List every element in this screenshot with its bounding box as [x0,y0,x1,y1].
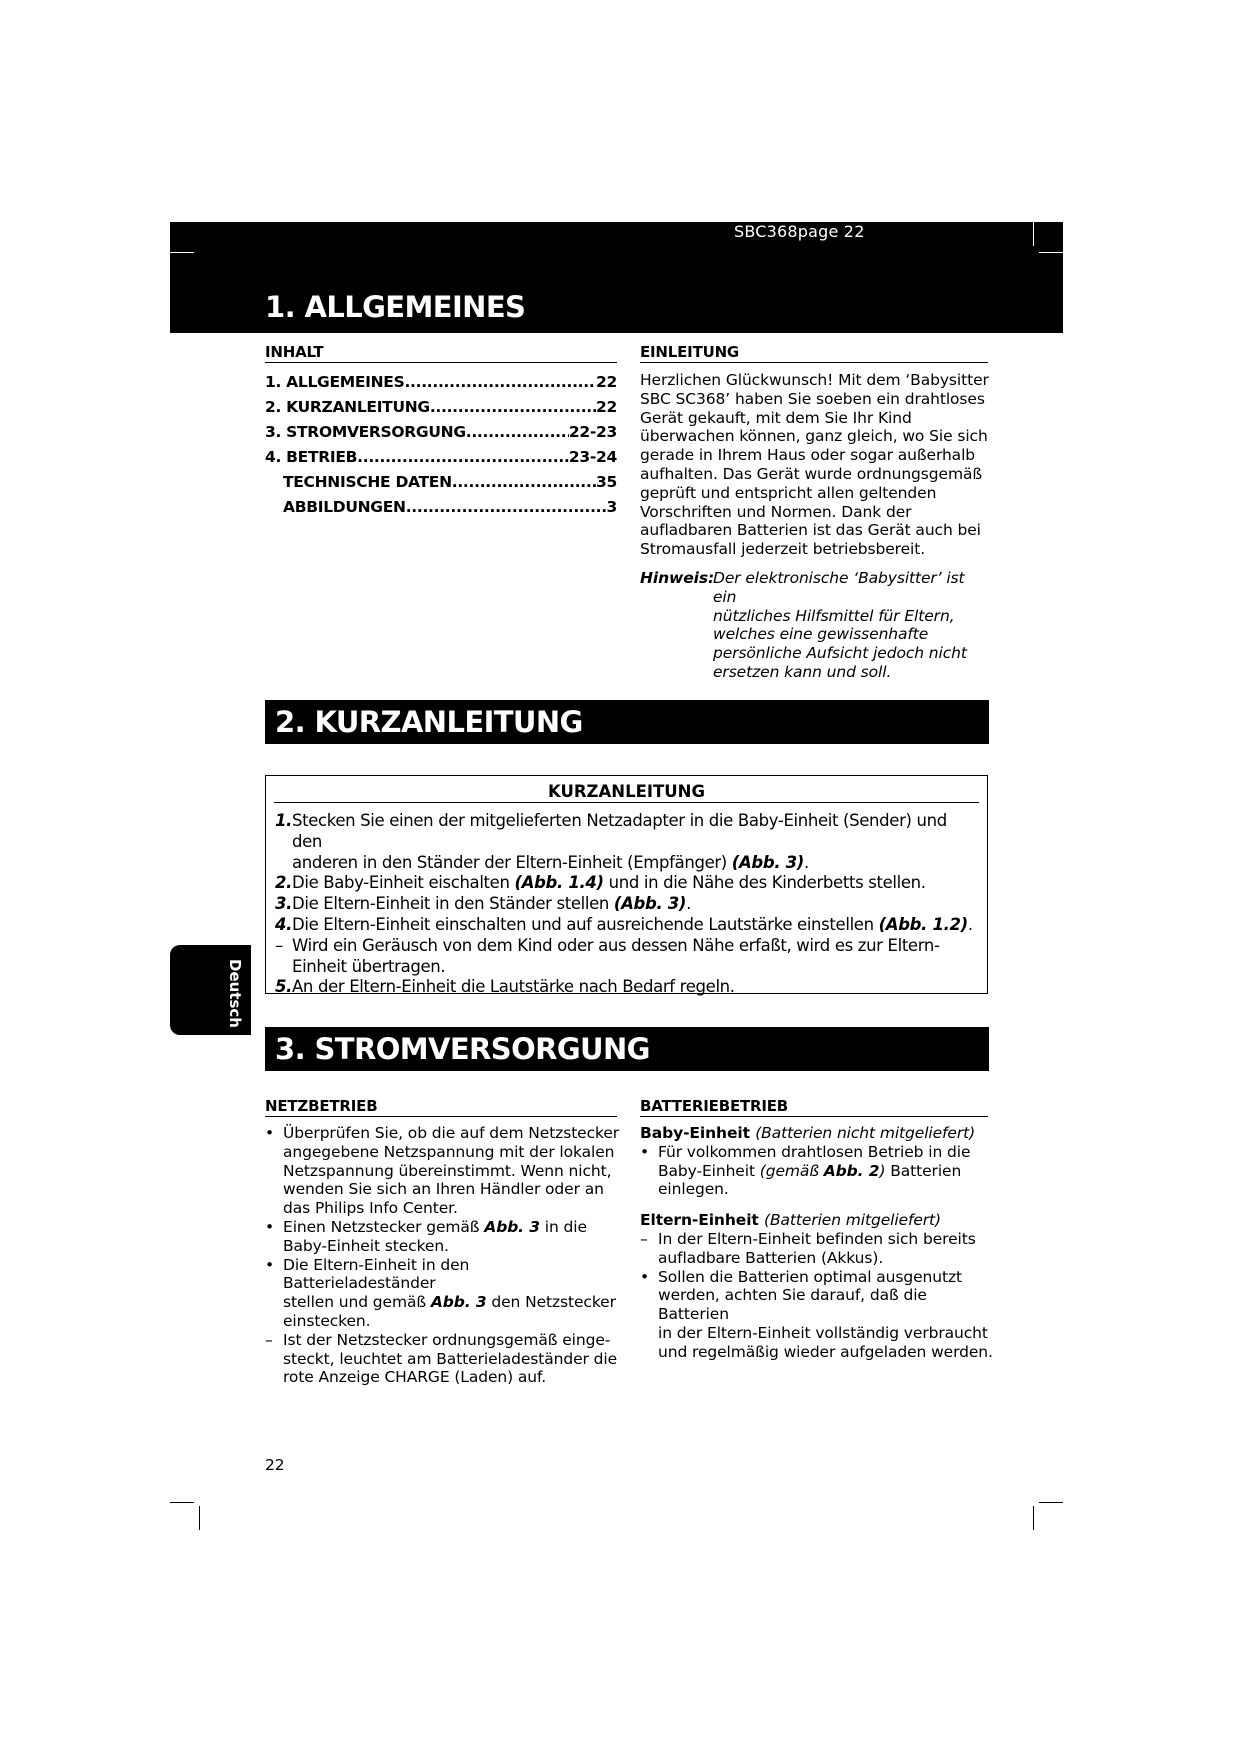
text-line: das Philips Info Center. [283,1199,458,1218]
text-line: Ist der Netzstecker ordnungsgemäß einge- [283,1330,611,1349]
text-line: Der elektronische ‘Babysitter’ ist ein [713,569,965,606]
step-number: 5. [275,977,293,997]
text-line: geprüft und entspricht allen geltenden [640,483,937,502]
toc-page: 23-24 [568,448,617,466]
toc-page: 35 [596,473,617,491]
figure-reference: (Abb. 1.4) [514,873,604,893]
toc-entry[interactable] [265,448,617,473]
subheading-label: Baby-Einheit [640,1124,750,1142]
baby-einheit-heading [640,1124,996,1143]
list-item [275,873,980,894]
punctuation: . [967,914,973,934]
text-line: gerade in Ihrem Haus oder sogar außerhalb [640,446,976,465]
text-line: (gemäß [759,1161,824,1180]
text-line: Herzlichen Glückwunsch! Mit dem ‘Babysitter [640,371,989,389]
text-line: angegebene Netzspannung mit der lokalen [283,1142,615,1161]
language-tab [170,945,251,1035]
dash-marker: – [640,1229,648,1248]
text-line: welches eine gewissenhafte [713,625,929,644]
page-reference: SBC368page 22 [734,222,865,241]
quick-guide-steps [275,811,980,998]
crop-mark [1033,222,1034,246]
list-item [275,936,980,978]
text-line: wenden Sie sich an Ihren Händler oder an [283,1180,604,1199]
text-line: Sollen die Batterien optimal ausgenutzt [658,1267,962,1286]
text-line: SBC SC368’ haben Sie soeben ein drahtloses [640,389,985,408]
text-line: steckt, leuchtet am Batterieladeständer die [283,1349,618,1368]
crop-mark [1033,1506,1034,1530]
text-line: ) [879,1161,886,1180]
netzbetrieb-heading: NETZBETRIEB [265,1097,617,1117]
text-line: ersetzen kann und soll. [713,662,892,681]
crop-mark [1039,1502,1063,1503]
language-tab-label: Deutsch [226,959,244,1028]
hinweis-label: Hinweis: [640,569,715,587]
step-number: 4. [275,914,293,934]
toc-leader [404,373,596,391]
step-number: 1. [275,811,293,830]
crop-mark [199,1506,200,1530]
toc-entry[interactable] [265,398,617,423]
text-line: einstecken. [283,1311,371,1330]
dash-marker: – [265,1330,273,1349]
section-bar-stromversorgung [265,1027,989,1071]
list-item [265,1218,625,1256]
section-title-kurzanleitung: 2. KURZANLEITUNG [275,705,583,739]
toc-leader [452,473,596,491]
text-line: Gerät gekauft, mit dem Sie Ihr Kind [640,408,912,427]
quick-guide-box [265,775,988,997]
text-line: aufhalten. Das Gerät wurde ordnungsgemäß [640,464,983,483]
section-title-stromversorgung: 3. STROMVERSORGUNG [275,1032,650,1066]
toc-label: 4. BETRIEB [265,448,358,466]
text-line: Für volkommen drahtlosen Betrieb in die [658,1142,971,1161]
figure-reference: (Abb. 3) [613,894,687,914]
text-line: den Netzstecker [486,1293,616,1312]
toc-page: 22 [596,373,617,391]
eltern-einheit-heading [640,1211,996,1230]
punctuation: . [686,894,691,914]
text-line: einlegen. [658,1180,729,1199]
list-item [265,1331,625,1387]
hinweis-note [640,569,992,682]
list-item [275,811,980,873]
inhalt-heading: INHALT [265,343,617,363]
list-item [265,1256,625,1331]
crop-mark [1039,252,1063,253]
toc-label: TECHNISCHE DATEN [283,473,452,491]
text-line: überwachen können, ganz gleich, wo Sie sich [640,427,988,446]
step-text: Die Eltern-Einheit in den Ständer stellen [292,894,614,914]
list-item [275,894,980,915]
bullet-marker: • [265,1255,275,1274]
dash-marker: – [275,935,283,955]
toc-entry[interactable] [265,373,617,398]
toc-page: 3 [606,498,617,516]
list-item [275,915,980,936]
step-text: Stecken Sie einen der mitgelieferten Netzadapter in die Baby-Einheit (Sender) und den [292,811,947,851]
figure-reference: Abb. 3 [484,1217,540,1236]
text-line: Die Eltern-Einheit in den Batterieladeständer [283,1255,470,1293]
figure-reference: Abb. 3 [430,1293,487,1312]
crop-mark [199,222,200,246]
text-line: aufladbare Batterien (Akkus). [658,1248,884,1267]
toc-leader [466,423,569,441]
figure-reference: (Abb. 3) [731,852,804,872]
text-line: werden, achten Sie darauf, daß die Batterien [658,1286,927,1324]
toc-leader [406,498,607,516]
toc-page: 22 [596,398,617,416]
toc-label: ABBILDUNGEN [283,498,406,516]
text-line: und regelmäßig wieder aufgeladen werden. [658,1342,993,1361]
list-item [640,1268,996,1362]
toc-label: 3. STROMVERSORGUNG [265,423,466,441]
toc-label: 1. ALLGEMEINES [265,373,405,391]
toc-page: 22-23 [568,423,617,441]
section-title-allgemeines: 1. ALLGEMEINES [265,290,526,324]
step-text: Einheit übertragen. [292,956,446,976]
table-of-contents [265,373,617,523]
text-line: aufladbaren Batterien ist das Gerät auch bei [640,521,981,540]
text-line: in der Eltern-Einheit vollständig verbraucht [658,1323,988,1342]
text-line: Baby-Einheit [658,1161,760,1180]
subheading-note: (Batterien nicht mitgeliefert) [755,1124,976,1142]
list-item [265,1124,625,1218]
text-line: Vorschriften und Normen. Dank der [640,502,912,521]
toc-entry[interactable] [265,498,617,523]
step-text: Die Eltern-Einheit einschalten und auf ausreichende Lautstärke einstellen [292,914,879,934]
section-bar-kurzanleitung [265,700,989,744]
step-text: und in die Nähe des Kinderbetts stellen. [603,873,926,893]
bullet-marker: • [265,1124,275,1142]
text-line: stellen und gemäß [283,1293,431,1312]
netzbetrieb-list [265,1124,625,1387]
bullet-marker: • [640,1267,650,1286]
text-line: persönliche Aufsicht jedoch nicht [713,644,967,663]
text-line: rote Anzeige CHARGE (Laden) auf. [283,1368,547,1387]
einleitung-text [640,371,990,559]
subheading-label: Eltern-Einheit [640,1211,759,1230]
toc-entry[interactable] [265,473,617,498]
step-text: An der Eltern-Einheit die Lautstärke nach Bedarf regeln. [292,977,735,997]
quick-guide-title: KURZANLEITUNG [274,782,979,803]
text-line: Stromausfall jederzeit betriebsbereit. [640,540,926,559]
toc-leader [430,398,596,416]
batteriebetrieb-content [640,1124,996,1362]
text-line: nützliches Hilfsmittel für Eltern, [713,606,955,625]
step-number: 3. [275,894,293,914]
list-item [640,1143,996,1199]
bullet-marker: • [265,1217,275,1236]
text-line: Einen Netzstecker gemäß [283,1217,485,1236]
step-text: Wird ein Geräusch von dem Kind oder aus dessen Nähe erfaßt, wird es zur Eltern- [292,935,940,955]
figure-reference: (Abb. 1.2) [878,914,968,934]
toc-entry[interactable] [265,423,617,448]
text-line: Baby-Einheit stecken. [283,1236,449,1255]
punctuation: . [803,852,809,872]
text-line: Überprüfen Sie, ob die auf dem Netzstecker [283,1124,620,1142]
text-line: In der Eltern-Einheit befinden sich bereits [658,1229,976,1248]
figure-reference: Abb. 2 [823,1161,880,1180]
step-text: anderen in den Ständer der Eltern-Einheit (Empfänger) [292,852,732,872]
list-item [640,1230,996,1268]
list-item [275,977,980,998]
step-text: Die Baby-Einheit eischalten [292,873,515,893]
einleitung-heading: EINLEITUNG [640,343,988,363]
step-number: 2. [275,873,293,893]
bullet-marker: • [640,1142,650,1161]
crop-mark [170,1502,194,1503]
toc-leader [357,448,569,466]
crop-mark [170,252,194,253]
toc-label: 2. KURZANLEITUNG [265,398,430,416]
text-line: Batterien [885,1161,962,1180]
text-line: Netzspannung übereinstimmt. Wenn nicht, [283,1161,612,1180]
batteriebetrieb-heading: BATTERIEBETRIEB [640,1097,988,1117]
text-line: in die [539,1217,587,1236]
subheading-note: (Batterien mitgeliefert) [764,1211,941,1230]
page-number: 22 [265,1456,285,1474]
